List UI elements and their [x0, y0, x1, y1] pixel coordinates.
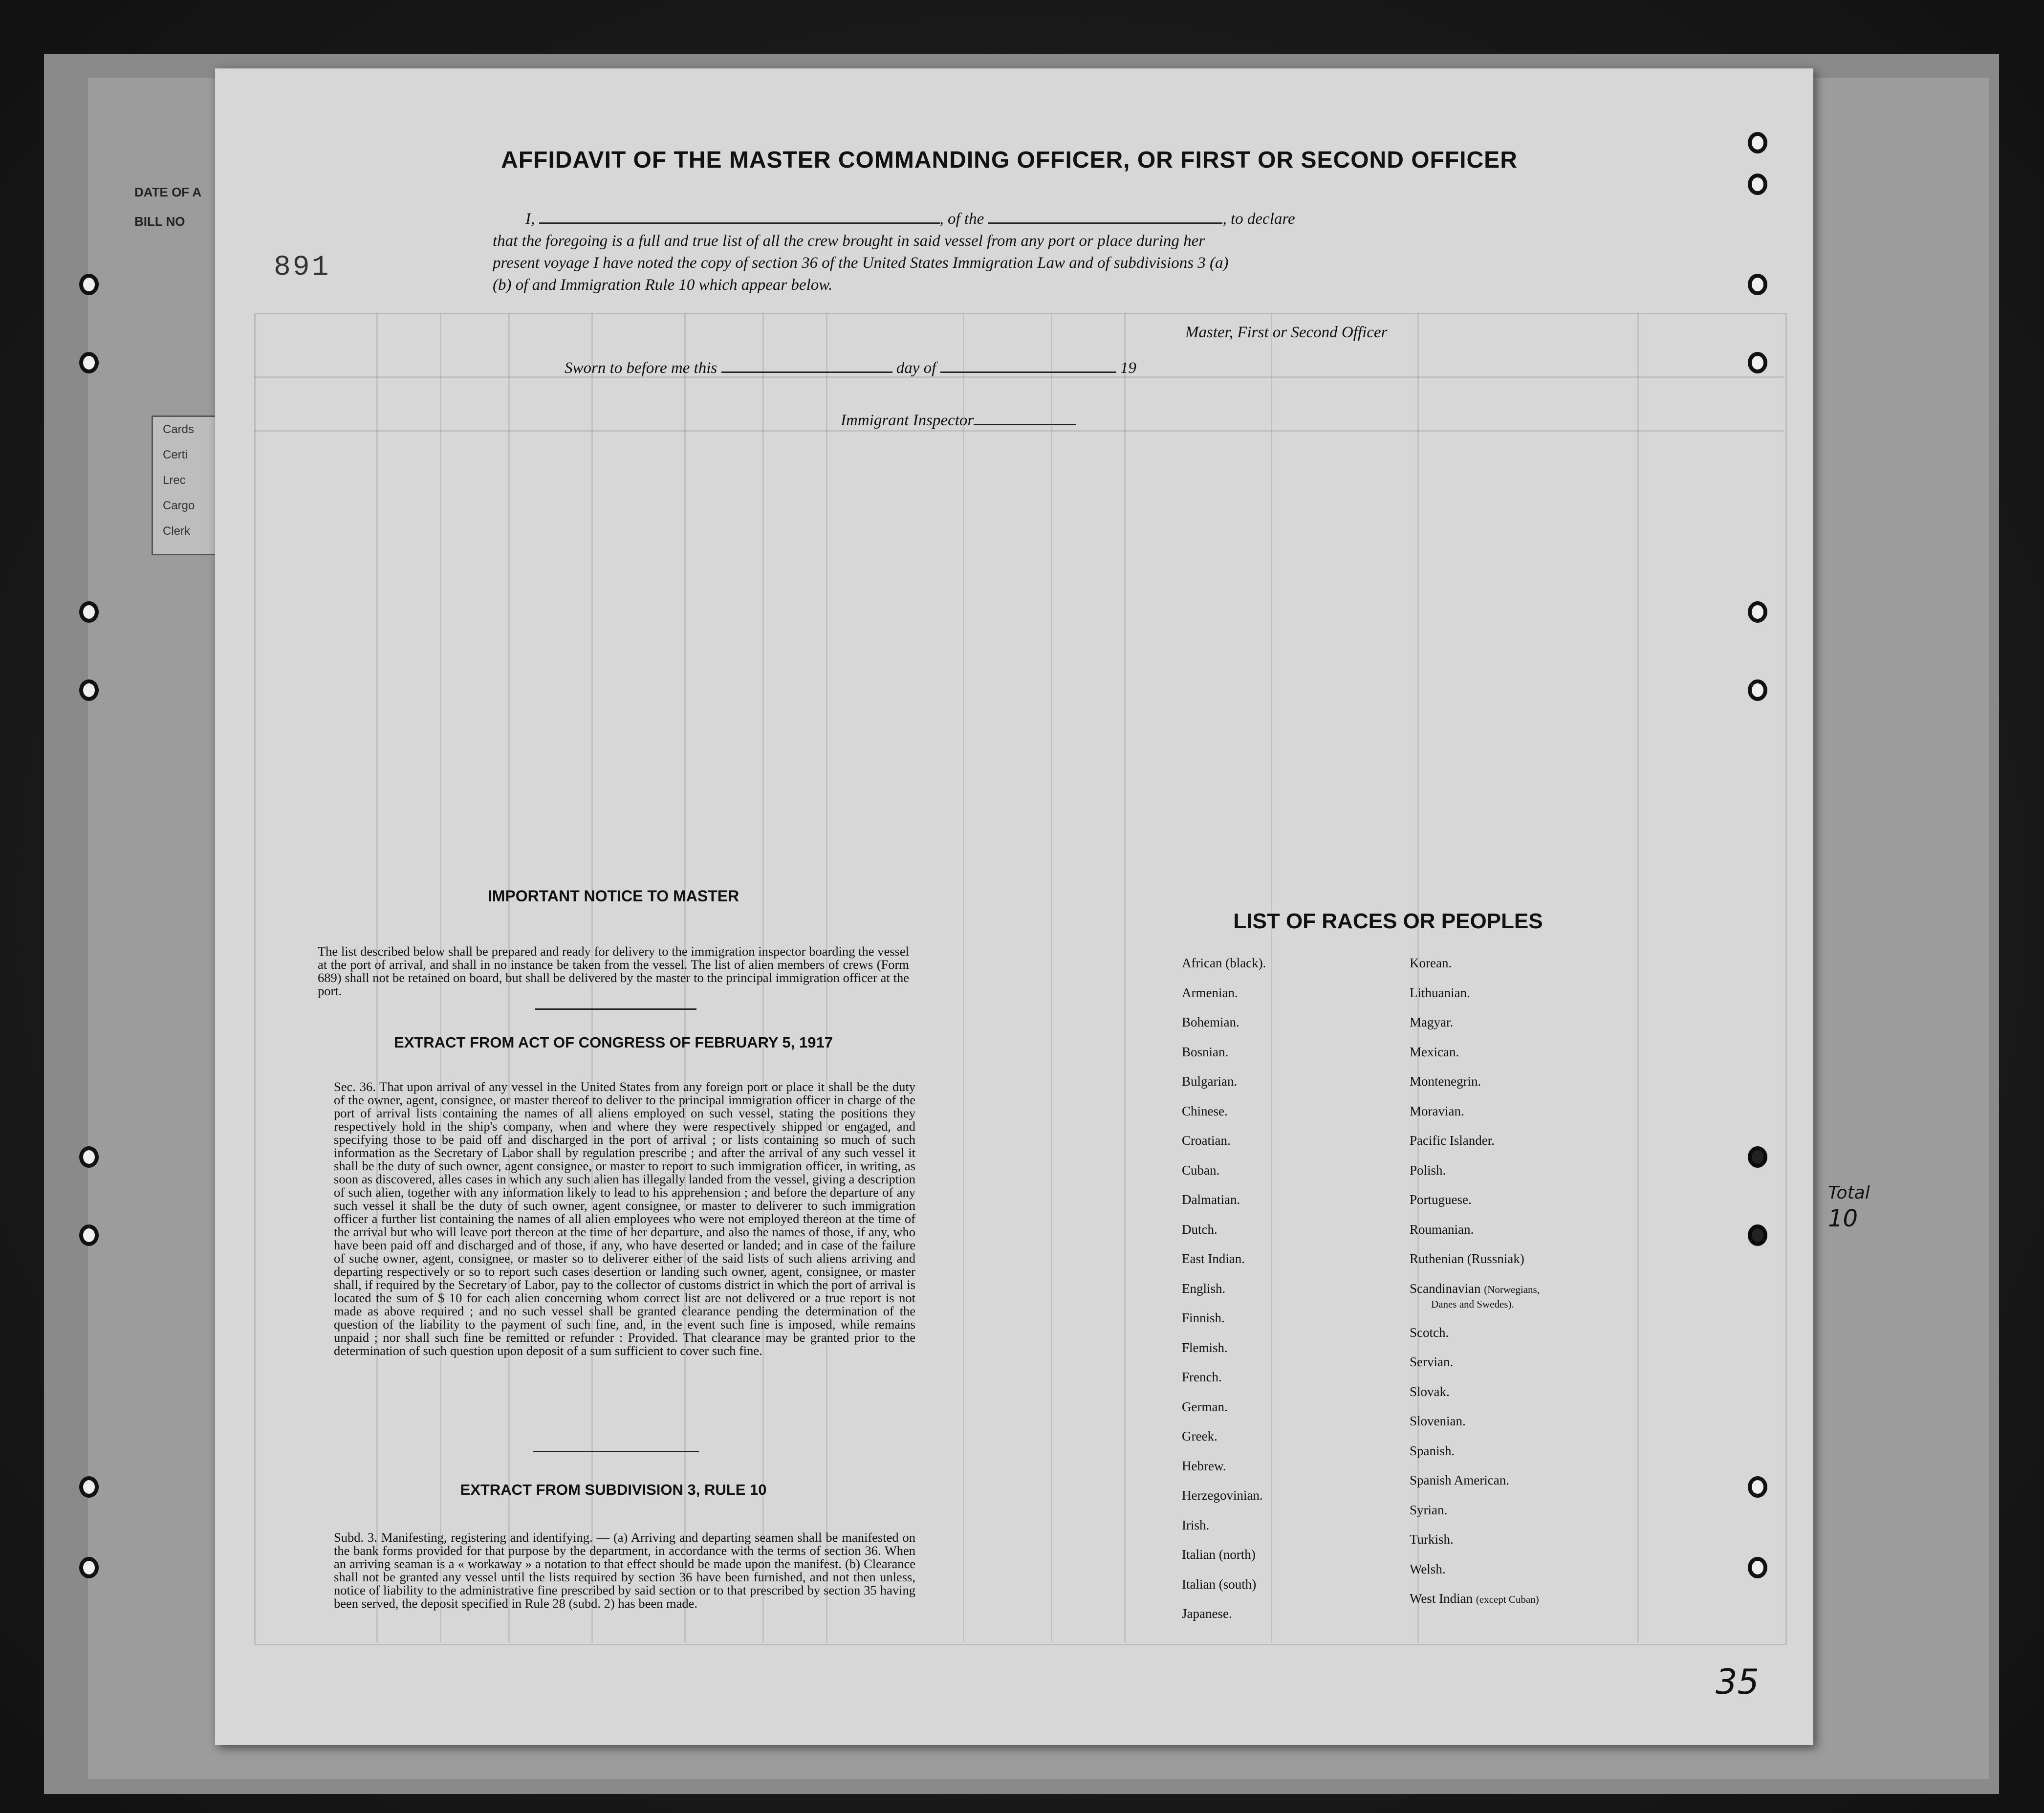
side-card-line: Cards — [163, 423, 195, 436]
race-item: Bosnian. — [1182, 1044, 1229, 1059]
race-item: Korean. — [1410, 956, 1452, 970]
race-item: Ruthenian (Russniak) — [1410, 1251, 1524, 1266]
race-item: Turkish. — [1410, 1532, 1454, 1547]
punch-hole — [1748, 132, 1767, 153]
act-heading: EXTRACT FROM ACT OF CONGRESS OF FEBRUARY 5, 1917 — [394, 1034, 833, 1051]
race-item: Japanese. — [1182, 1606, 1232, 1621]
side-card-line: Clerk — [163, 524, 191, 538]
total-label: Total — [1828, 1183, 1870, 1203]
race-item: Finnish. — [1182, 1311, 1225, 1325]
punch-hole — [79, 601, 99, 623]
edge-label-bill: BILL NO — [134, 214, 185, 229]
punch-hole — [1748, 679, 1767, 701]
affidavit-line-2: that the foregoing is a full and true list of all the crew brought in said vessel from any port or place during her — [493, 232, 1205, 250]
grid-line — [1271, 313, 1272, 1642]
stamp-number: 891 — [274, 252, 331, 284]
race-item: Slovenian. — [1410, 1414, 1466, 1428]
punch-hole — [1748, 601, 1767, 623]
notice-heading: IMPORTANT NOTICE TO MASTER — [487, 887, 739, 905]
race-label: Scandinavian — [1410, 1281, 1481, 1296]
year-prefix: 19 — [1120, 359, 1136, 377]
edge-label-date: DATE OF A — [134, 185, 202, 199]
race-item: Croatian. — [1182, 1133, 1231, 1148]
race-item: Flemish. — [1182, 1340, 1228, 1355]
grid-line — [1637, 313, 1639, 1642]
day-of-label: day of — [896, 359, 936, 377]
race-item: Syrian. — [1410, 1502, 1448, 1517]
race-note: Danes and Swedes). — [1431, 1298, 1514, 1310]
race-item: Roumanian. — [1410, 1222, 1474, 1237]
race-item: Chinese. — [1182, 1103, 1228, 1118]
race-item: Montenegrin. — [1410, 1074, 1481, 1089]
divider — [535, 1008, 696, 1010]
punch-hole — [79, 1224, 99, 1246]
race-item: Irish. — [1182, 1517, 1210, 1532]
race-item: Portuguese. — [1410, 1192, 1472, 1207]
race-item: Servian. — [1410, 1354, 1454, 1369]
rule-heading: EXTRACT FROM SUBDIVISION 3, RULE 10 — [460, 1481, 767, 1498]
races-heading: LIST OF RACES OR PEOPLES — [1233, 909, 1543, 933]
punch-hole — [79, 679, 99, 701]
race-item: Armenian. — [1182, 985, 1238, 1000]
race-item: English. — [1182, 1281, 1226, 1296]
affidavit-title: AFFIDAVIT OF THE MASTER COMMANDING OFFICER, OR FIRST OR SECOND OFFICER — [501, 147, 1518, 173]
race-item: African (black). — [1182, 956, 1266, 970]
race-item-scandinavian — [1410, 1281, 1540, 1325]
race-item: Italian (south) — [1182, 1576, 1257, 1592]
race-item: Greek. — [1182, 1429, 1218, 1443]
race-item: Spanish. — [1410, 1443, 1455, 1458]
race-item: Hebrew. — [1182, 1458, 1226, 1473]
page-mark: 35 — [1716, 1662, 1760, 1702]
affidavit-to-declare: , to declare — [1222, 210, 1295, 228]
punch-hole — [79, 352, 99, 373]
punch-hole — [79, 274, 99, 295]
affidavit-line-3: present voyage I have noted the copy of section 36 of the United States Immigration Law and of subdivisions 3 (a) — [493, 254, 1229, 272]
race-item: Spanish American. — [1410, 1473, 1509, 1487]
vessel-blank — [988, 222, 1222, 224]
inspector-blank — [974, 424, 1076, 425]
race-item: Welsh. — [1410, 1561, 1446, 1576]
punch-hole — [1748, 1557, 1767, 1578]
race-item: Scotch. — [1410, 1325, 1449, 1340]
side-card-line: Certi — [163, 448, 188, 461]
races-left-column — [1182, 956, 1266, 1636]
punch-hole — [1748, 274, 1767, 295]
punch-hole — [79, 1476, 99, 1498]
race-item: German. — [1182, 1399, 1228, 1414]
sworn-day-blank — [721, 371, 892, 373]
race-item: Bohemian. — [1182, 1015, 1239, 1029]
rule-text: Subd. 3. Manifesting, registering and identifying. — (a) Arriving and departing seamen shall be manifested on the bank forms provided for that purpose by the department, in accordance with the terms of section 36. When an arriving seaman is a « workaway » a notation to that effect should be made upon the manifest. (b) Clearance shall not be granted any vessel until the lists required by section 36 have been furnished, and not then unless, notice of liability to the administrative fine prescribed by said section or to that prescribed by section 35 having been served, the deposit specified in Rule 28 (subd. 2) has been made. — [334, 1530, 915, 1611]
race-item: Lithuanian. — [1410, 985, 1470, 1000]
race-item-west-indian — [1410, 1591, 1540, 1621]
race-note: (except Cuban) — [1476, 1594, 1539, 1605]
race-item: Polish. — [1410, 1162, 1446, 1178]
affidavit-i: I, — [525, 210, 535, 228]
punch-hole — [1748, 174, 1767, 195]
punch-hole — [79, 1557, 99, 1578]
races-right-column — [1410, 956, 1540, 1621]
side-card-line: Lrec — [163, 474, 186, 487]
side-card-line: Cargo — [163, 499, 195, 512]
race-item: Pacific Islander. — [1410, 1133, 1495, 1148]
sworn-month-blank — [940, 371, 1116, 373]
race-item: Herzegovinian. — [1182, 1488, 1263, 1503]
race-item: Dalmatian. — [1182, 1192, 1240, 1207]
affidavit-line-4: (b) of and Immigration Rule 10 which appear below. — [493, 276, 833, 294]
total-value: 10 — [1828, 1205, 1858, 1232]
race-item: Magyar. — [1410, 1015, 1454, 1029]
race-item: Dutch. — [1182, 1222, 1218, 1237]
affidavit-line-1 — [525, 210, 1295, 228]
race-item: Bulgarian. — [1182, 1074, 1238, 1089]
race-item: Mexican. — [1410, 1044, 1459, 1059]
race-label: West Indian — [1410, 1591, 1473, 1606]
punch-hole — [1748, 1146, 1767, 1168]
race-item: East Indian. — [1182, 1251, 1245, 1266]
punch-hole — [1748, 352, 1767, 373]
race-item: French. — [1182, 1370, 1222, 1384]
race-item: Italian (north) — [1182, 1547, 1256, 1562]
master-signature-label: Master, First or Second Officer — [1185, 324, 1388, 341]
act-text: Sec. 36. That upon arrival of any vessel in the United States from any foreign port or place it shall be the duty of the owner, agent, consignee, or master thereof to deliver to the principal immigration officer in charge of the port of arrival lists containing the names of all aliens employed on such vessel, stating the positions they respectively hold in the ship's company, when and where they were respectively shipped or engaged, and specifying those to be paid off and discharged in the port of arrival ; or lists containing so much of such information as the Secretary of Labor shall by regulation prescribe ; and after the arrival of any such vessel it shall be the duty of such owner, agent consignee, or master to report to such immigration officer, in writing, as soon as discovered, alles cases in which any such alien has illegally landed from the vessel, giving a description of such alien, together with any information likely to lead to his apprehension ; and before the departure of any such vessel it shall be the duty of such owner, agent consignee, or master to deliverer to such immigration officer a further list containing the names of all alien employees who were not employed thereon at the time of the arrival but who will leave port thereon at the time of her departure, and also the names of those, if any, who have been paid off and discharged and of those, if any, who have deserted or landed; and in case of the failure of suche owner, agent, consignee, or master so to deliverer either of the said lists of such aliens arriving and departing respectively or so to report such cases desertion or landing such owner, agent, consignee, or master shall, if required by the Secretary of Labor, pay to the collector of customs district in which the port of arrival is located the sum of $ 10 for each alien concerning whom correct list are not delivered or a true report is not made as above required ; and no such vessel shall be granted clearance pending the determination of the question of the liability to the payment of such fine, and, in the event such fine is imposed, while remains unpaid ; nor shall such fine be remitted or refunder : Provided. That clearance may be granted prior to the determination of such question upon deposit of a sum sufficient to cover such fine. — [334, 1079, 915, 1358]
grid-line — [963, 313, 964, 1642]
race-note: (Norwegians, — [1484, 1283, 1540, 1295]
inspector-label: Immigrant Inspector — [841, 412, 974, 429]
sworn-label: Sworn to before me this — [565, 359, 718, 377]
grid-line — [254, 430, 1784, 432]
race-item: Moravian. — [1410, 1103, 1464, 1118]
grid-line — [1124, 313, 1126, 1642]
race-item: Cuban. — [1182, 1162, 1220, 1178]
name-blank — [539, 222, 940, 224]
punch-hole — [1748, 1224, 1767, 1246]
sworn-line — [565, 359, 1136, 377]
race-item: Slovak. — [1410, 1384, 1450, 1399]
notice-text: The list described below shall be prepared and ready for delivery to the immigration inspector boarding the vessel at the port of arrival, and shall in no instance be taken from the vessel. The list of alien members of crews (Form 689) shall not be retained on board, but shall be delivered by the master to the principal immigration officer at the port. — [318, 944, 909, 998]
punch-hole — [79, 1146, 99, 1168]
affidavit-of-the: , of the — [939, 210, 984, 228]
punch-hole — [1748, 1476, 1767, 1498]
divider — [533, 1451, 699, 1452]
grid-line — [1051, 313, 1052, 1642]
inspector-line — [841, 412, 1076, 430]
